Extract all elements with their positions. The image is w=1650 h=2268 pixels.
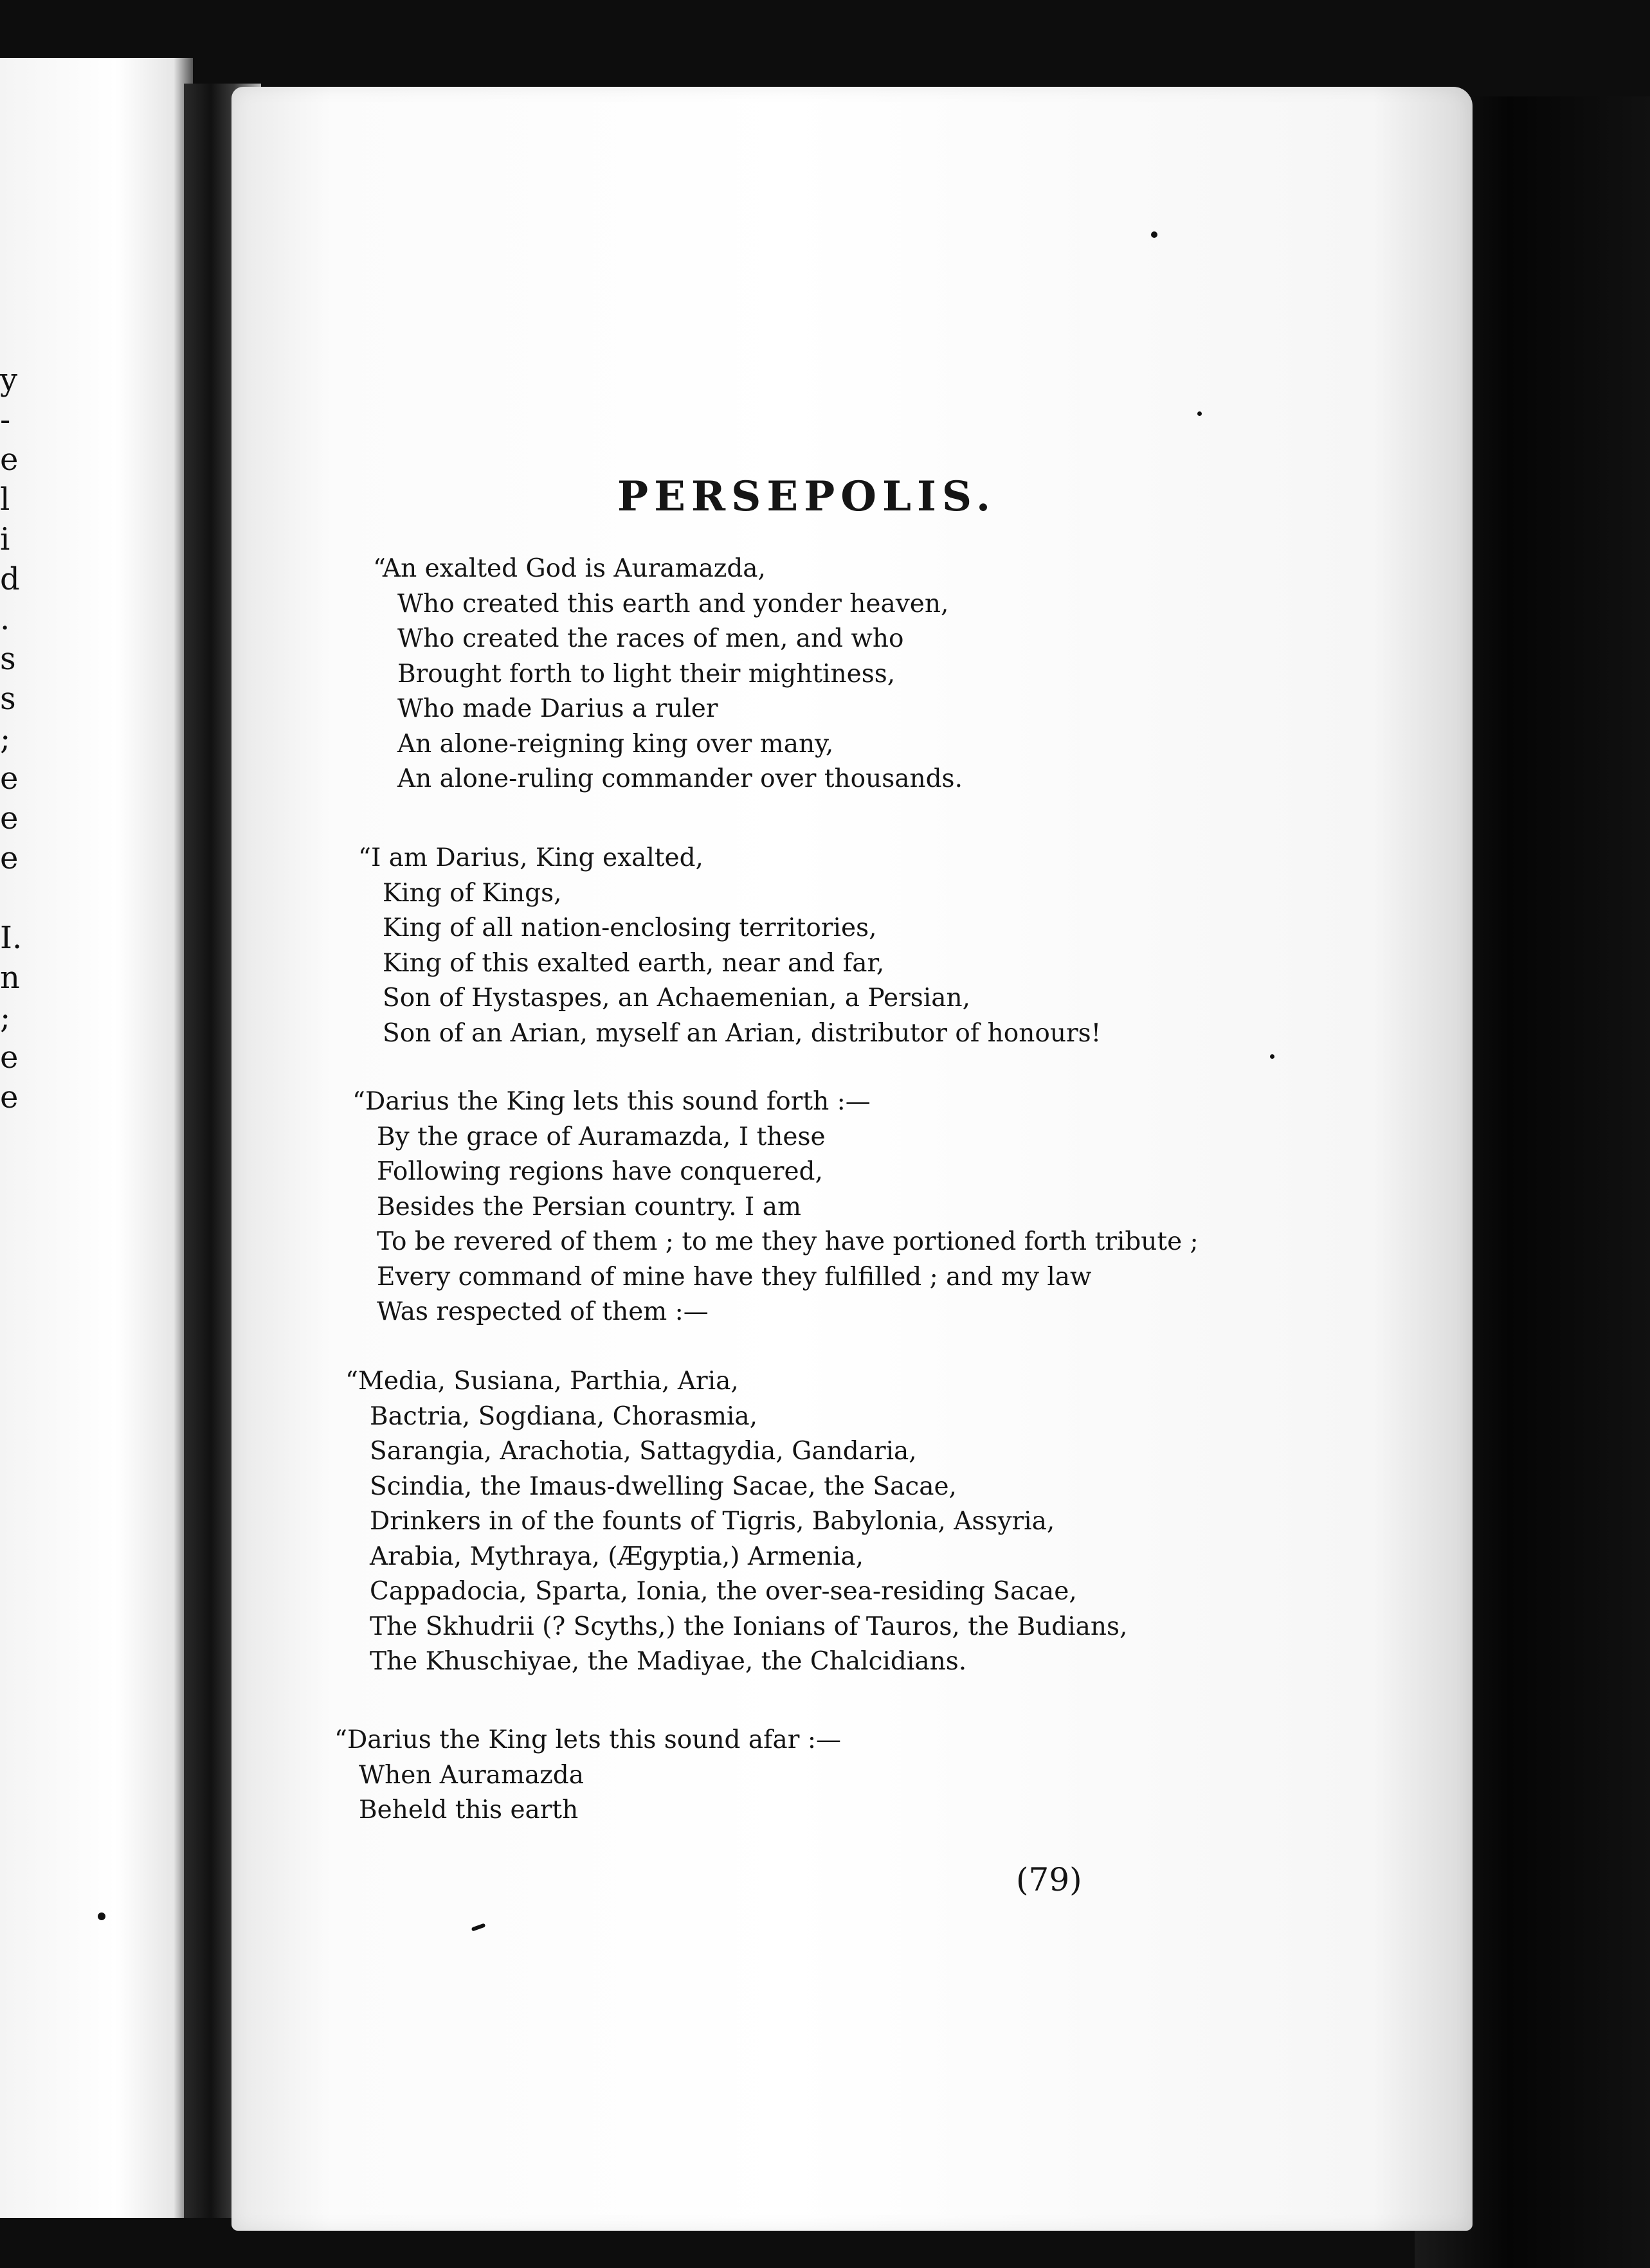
verse-line: The Khuschiyae, the Madiyae, the Chalcidians. xyxy=(370,1647,967,1676)
scan-speck xyxy=(98,1913,105,1920)
facing-page-fragment: e xyxy=(0,760,19,797)
verse-line: Was respected of them :— xyxy=(377,1297,709,1326)
facing-page-fragment: d xyxy=(0,561,20,597)
verse-line: The Skhudrii (? Scyths,) the Ionians of Tauros, the Budians, xyxy=(370,1612,1128,1641)
verse-line: Besides the Persian country. I am xyxy=(377,1192,801,1221)
facing-page-fragment: I. xyxy=(0,920,23,956)
stanza-4 xyxy=(345,1364,1127,1680)
verse-line: Bactria, Sogdiana, Chorasmia, xyxy=(370,1401,758,1431)
facing-page xyxy=(0,58,193,2218)
verse-line: An alone-ruling commander over thousands. xyxy=(397,764,963,793)
facing-page-fragment: n xyxy=(0,960,20,996)
page-number: (79) xyxy=(1016,1861,1082,1898)
scan-speck xyxy=(1270,1054,1274,1059)
verse-line: Following regions have conquered, xyxy=(377,1157,823,1186)
stanza-5 xyxy=(334,1723,841,1828)
verse-line: “Darius the King lets this sound afar :— xyxy=(334,1725,841,1754)
scan-speck xyxy=(1151,231,1157,238)
facing-page-fragment: s xyxy=(0,681,16,717)
facing-page-fragment: e xyxy=(0,800,19,836)
facing-page-fragment: e xyxy=(0,442,19,478)
stanza-1 xyxy=(373,552,963,797)
verse-line: Beheld this earth xyxy=(359,1796,579,1824)
verse-line: “I am Darius, King exalted, xyxy=(358,843,703,872)
verse-line: Son of Hystaspes, an Achaemenian, a Persian, xyxy=(383,984,971,1013)
facing-page-fragment: y xyxy=(0,362,18,398)
facing-page-fragment xyxy=(0,878,26,918)
facing-page-fragment: s xyxy=(0,641,16,677)
facing-page-fragment: e xyxy=(0,1040,19,1076)
stanza-3 xyxy=(352,1084,1199,1330)
verse-line: Arabia, Mythraya, (Ægyptia,) Armenia, xyxy=(370,1542,864,1571)
verse-line: Son of an Arian, myself an Arian, distributor of honours! xyxy=(383,1018,1102,1048)
facing-page-text-fragments xyxy=(0,360,26,1117)
verse-line: King of all nation-enclosing territories, xyxy=(383,914,877,942)
verse-line: Sarangia, Arachotia, Sattagydia, Gandaria, xyxy=(370,1437,917,1466)
facing-page-fragment: - xyxy=(0,402,11,438)
verse-line: By the grace of Auramazda, I these xyxy=(377,1122,826,1151)
scan-speck xyxy=(1197,411,1202,416)
verse-line: Scindia, the Imaus-dwelling Sacae, the Sacae, xyxy=(370,1472,957,1501)
verse-line: King of Kings, xyxy=(383,878,562,908)
verse-line: Drinkers in of the founts of Tigris, Babylonia, Assyria, xyxy=(370,1507,1055,1536)
verse-line: Every command of mine have they fulfilled ; and my law xyxy=(377,1262,1092,1292)
facing-page-fragment: ; xyxy=(0,721,11,757)
verse-line: King of this exalted earth, near and far, xyxy=(383,948,885,978)
verse-line: “An exalted God is Auramazda, xyxy=(373,554,766,583)
facing-page-fragment: . xyxy=(0,601,10,637)
verse-line: When Auramazda xyxy=(359,1760,584,1790)
facing-page-fragment: ; xyxy=(0,1000,11,1036)
verse-line: Cappadocia, Sparta, Ionia, the over-sea-residing Sacae, xyxy=(370,1577,1077,1606)
verse-line: Who made Darius a ruler xyxy=(397,694,718,723)
verse-line: To be revered of them ; to me they have portioned forth tribute ; xyxy=(377,1227,1199,1256)
verse-line: Who created this earth and yonder heaven, xyxy=(397,589,949,618)
verse-line: An alone-reigning king over many, xyxy=(397,729,834,759)
verse-line: Brought forth to light their mightiness, xyxy=(397,659,896,688)
verse-line: “Darius the King lets this sound forth :— xyxy=(352,1087,871,1116)
stanza-2 xyxy=(358,841,1101,1051)
facing-page-fragment: l xyxy=(0,482,10,518)
facing-page-fragment: i xyxy=(0,521,10,557)
facing-page-fragment: e xyxy=(0,1079,19,1115)
page-title: PERSEPOLIS. xyxy=(617,473,997,521)
verse-line: “Media, Susiana, Parthia, Aria, xyxy=(345,1367,739,1396)
verse-line: Who created the races of men, and who xyxy=(397,624,904,653)
facing-page-fragment: e xyxy=(0,840,19,876)
